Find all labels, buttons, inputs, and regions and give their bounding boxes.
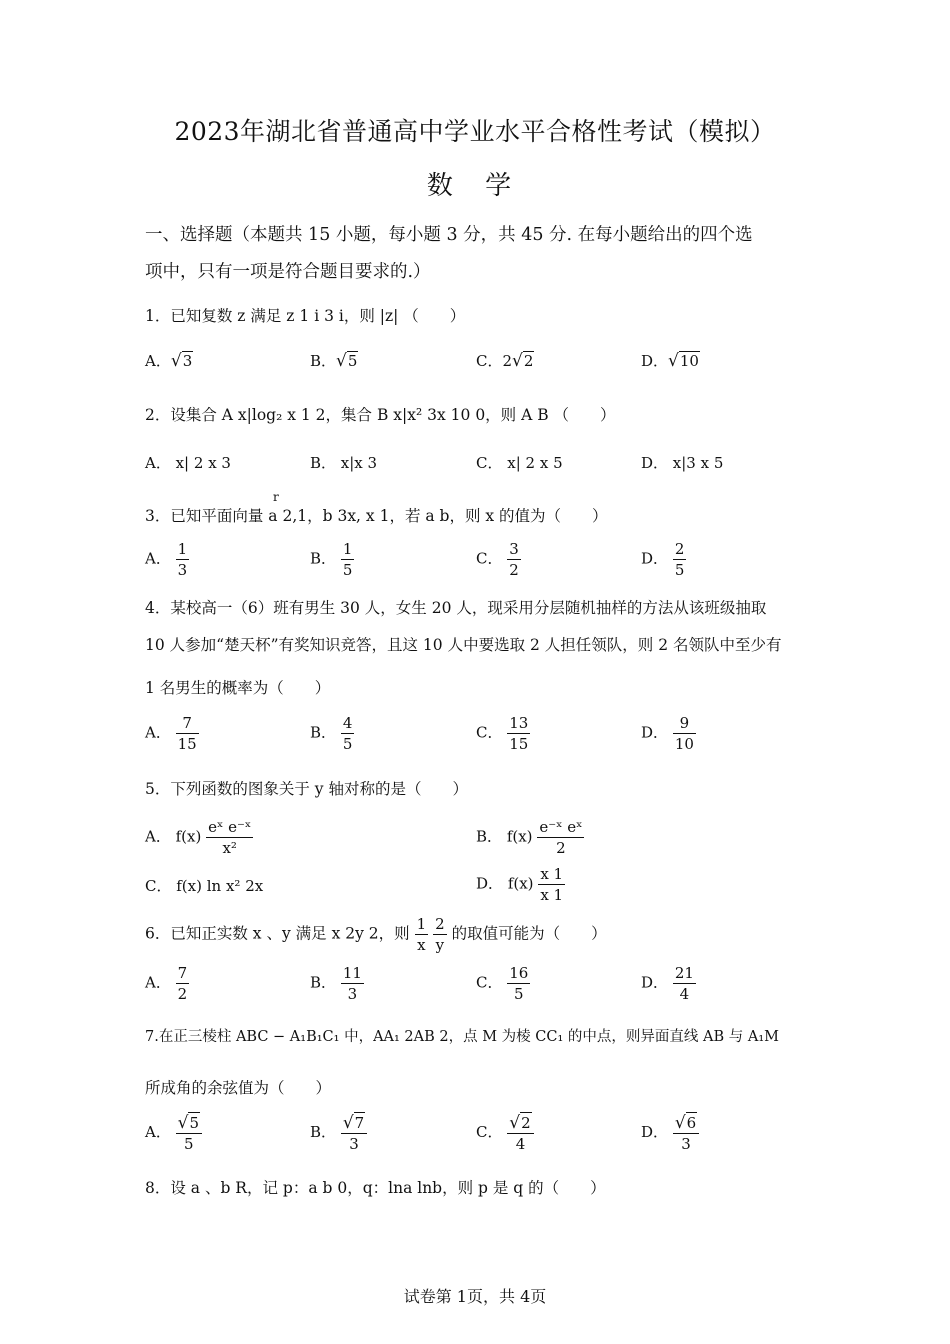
fraction <box>507 963 530 1004</box>
option-label: C． <box>476 549 503 568</box>
fraction <box>176 713 199 754</box>
numerator: 21 <box>674 964 694 982</box>
option-label: D． <box>641 973 669 992</box>
q6-option-d <box>641 963 696 1004</box>
option-label: C． <box>476 973 503 992</box>
question-1-stem: 1．已知复数 z 满足 z 1 i 3 i，则 |z| （ ） <box>145 307 466 325</box>
option-label: B． <box>310 1123 337 1141</box>
q2-option-a: A． x| 2 x 3 <box>145 454 231 472</box>
radicand: 5 <box>347 352 358 370</box>
numerator: x 1 <box>540 865 564 883</box>
option-label: A． <box>145 973 171 992</box>
numerator: √7 <box>341 1112 367 1134</box>
fraction <box>433 914 447 955</box>
radicand: 7 <box>354 1114 365 1132</box>
q4-option-b <box>310 713 354 754</box>
section-heading-line2: 项中，只有一项是符合题目要求的.） <box>145 262 431 282</box>
q7-option-c <box>476 1112 534 1154</box>
fraction <box>673 713 696 754</box>
fraction <box>507 539 521 580</box>
numerator: 9 <box>673 713 696 734</box>
numerator: 4 <box>342 714 353 732</box>
denominator: x <box>417 936 426 954</box>
radicand: 5 <box>189 1114 200 1132</box>
fraction <box>341 1112 367 1154</box>
numerator: 7 <box>177 964 188 982</box>
option-label: A． <box>145 549 171 568</box>
option-label: A． <box>145 352 171 370</box>
q5-option-c: C． f(x) ln x² 2x <box>145 877 264 895</box>
denominator: 3 <box>177 561 188 579</box>
denominator: 3 <box>347 985 358 1003</box>
option-label: D． <box>641 1123 669 1141</box>
question-4-line2: 10 人参加“楚天杯”有奖知识竞答，且这 10 人中要选取 2 人担任领队，则 2 名领队中至少有 <box>145 636 782 654</box>
question-5-stem: 5．下列函数的图象关于 y 轴对称的是（ ） <box>145 780 468 798</box>
question-7-line2: 所成角的余弦值为（ ） <box>145 1079 332 1097</box>
numerator: 13 <box>509 714 529 732</box>
function-lhs: f(x) <box>507 874 534 893</box>
denominator: 3 <box>349 1135 359 1153</box>
q6-option-c <box>476 963 530 1004</box>
fraction <box>176 539 190 580</box>
denominator: 5 <box>184 1135 194 1153</box>
q1-option-b: B．√5 <box>310 351 358 371</box>
question-3-stem: 3．已知平面向量 a 2,1，b 3x, x 1，若 a b，则 x 的值为（ ） <box>145 507 608 525</box>
question-6-stem <box>145 914 607 955</box>
fraction <box>673 963 696 1004</box>
q5-option-a <box>145 817 253 858</box>
question-2-stem: 2．设集合 A x|log₂ x 1 2，集合 B x|x² 3x 10 0，则 A B （ ） <box>145 406 616 424</box>
denominator: 2 <box>556 839 566 857</box>
denominator: y <box>435 936 445 954</box>
q7-option-a <box>145 1112 202 1154</box>
q7-option-d <box>641 1112 699 1154</box>
page-title: 2023年湖北省普通高中学业水平合格性考试（模拟） <box>174 117 776 146</box>
q2-option-c: C． x| 2 x 5 <box>476 454 563 472</box>
q5-option-d <box>476 864 565 905</box>
denominator: 5 <box>674 561 685 579</box>
denominator: 2 <box>177 985 188 1003</box>
denominator: 10 <box>674 735 694 753</box>
q2-option-b: B． x|x 3 <box>310 454 378 472</box>
radicand: 10 <box>679 352 699 370</box>
fraction <box>507 713 530 754</box>
numerator: 1 <box>177 540 188 558</box>
function-lhs: f(x) <box>175 827 202 846</box>
q3-option-d <box>641 539 686 580</box>
fraction <box>176 1112 202 1154</box>
fraction <box>538 864 565 905</box>
stem-post: 的取值可能为（ ） <box>451 924 607 943</box>
question-7-line1: 7.在正三棱柱 ABC − A₁B₁C₁ 中，AA₁ 2AB 2，点 M 为棱 CC₁ 的中点，则异面直线 AB 与 A₁M <box>145 1029 779 1045</box>
fraction <box>341 539 355 580</box>
option-label: B． <box>476 827 503 846</box>
coefficient: 2 <box>502 352 513 370</box>
option-label: A． <box>145 827 171 846</box>
option-label: D． <box>641 549 669 568</box>
denominator: 5 <box>514 985 524 1003</box>
stem-pre: 6．已知正实数 x 、y 满足 x 2y 2，则 <box>145 924 410 943</box>
q7-option-b <box>310 1112 367 1154</box>
numerator: 1 <box>416 915 427 933</box>
q6-option-a <box>145 963 189 1004</box>
numerator: e⁻ˣ eˣ <box>539 818 583 836</box>
question-4-line1: 4．某校高一（6）班有男生 30 人，女生 20 人，现采用分层随机抽样的方法从该班级抽取 <box>145 599 767 617</box>
numerator: √6 <box>673 1112 699 1134</box>
option-label: B． <box>310 723 337 742</box>
numerator: 2 <box>435 915 445 933</box>
denominator: x² <box>222 839 237 857</box>
q3-option-a <box>145 539 189 580</box>
q3-option-c <box>476 539 521 580</box>
subject-heading: 数 学 <box>426 171 524 201</box>
option-label: A． <box>145 723 171 742</box>
vector-mark: r <box>273 490 279 504</box>
option-label: B． <box>310 352 337 370</box>
numerator: √2 <box>507 1112 533 1134</box>
q1-option-d: D．√10 <box>641 351 699 371</box>
question-8-stem: 8．设 a 、b R，记 p：a b 0，q：lna lnb，则 p 是 q 的（ ） <box>145 1179 606 1197</box>
q5-option-b <box>476 817 584 858</box>
fraction <box>507 1112 533 1154</box>
numerator: 2 <box>674 540 685 558</box>
question-4-line3: 1 名男生的概率为（ ） <box>145 679 331 697</box>
q4-option-a <box>145 713 199 754</box>
numerator: 3 <box>509 540 519 558</box>
radicand: 6 <box>686 1114 697 1132</box>
q1-option-a: A．√3 <box>145 351 193 371</box>
numerator: 11 <box>342 964 362 982</box>
option-label: B． <box>310 549 337 568</box>
radicand: 2 <box>521 1114 531 1132</box>
section-heading-line1: 一、选择题（本题共 15 小题，每小题 3 分，共 45 分. 在每小题给出的四个选 <box>145 225 753 245</box>
function-lhs: f(x) <box>506 827 533 846</box>
q4-option-c <box>476 713 530 754</box>
fraction <box>537 817 584 858</box>
denominator: 4 <box>679 985 690 1003</box>
numerator: 1 <box>342 540 353 558</box>
q6-option-b <box>310 963 364 1004</box>
option-label: C． <box>476 352 503 370</box>
option-label: D． <box>641 723 669 742</box>
fraction <box>673 539 687 580</box>
fraction <box>673 1112 699 1154</box>
fraction <box>176 963 190 1004</box>
fraction <box>341 963 364 1004</box>
fraction <box>415 914 429 955</box>
option-label: D． <box>476 874 504 893</box>
denominator: 2 <box>509 561 519 579</box>
numerator: 16 <box>509 964 529 982</box>
option-label: B． <box>310 973 337 992</box>
option-label: D． <box>641 352 669 370</box>
fraction <box>206 817 253 858</box>
denominator: 15 <box>177 735 197 753</box>
q1-option-c: C．2√2 <box>476 351 534 371</box>
q4-option-d <box>641 713 696 754</box>
fraction <box>341 713 355 754</box>
page-footer: 试卷第 1页，共 4页 <box>403 1287 547 1306</box>
denominator: 4 <box>515 1135 526 1153</box>
option-label: C． <box>476 723 503 742</box>
denominator: x 1 <box>540 886 564 904</box>
radicand: 2 <box>523 352 534 370</box>
option-label: A． <box>145 1123 171 1141</box>
denominator: 5 <box>342 561 353 579</box>
denominator: 15 <box>509 735 529 753</box>
q2-option-d: D． x|3 x 5 <box>641 454 724 472</box>
numerator: 7 <box>176 713 199 734</box>
numerator: eˣ e⁻ˣ <box>208 818 252 836</box>
radicand: 3 <box>182 352 193 370</box>
denominator: 5 <box>342 735 353 753</box>
denominator: 3 <box>681 1135 691 1153</box>
q3-option-b <box>310 539 354 580</box>
option-label: C． <box>476 1123 503 1141</box>
numerator: √5 <box>176 1112 202 1134</box>
